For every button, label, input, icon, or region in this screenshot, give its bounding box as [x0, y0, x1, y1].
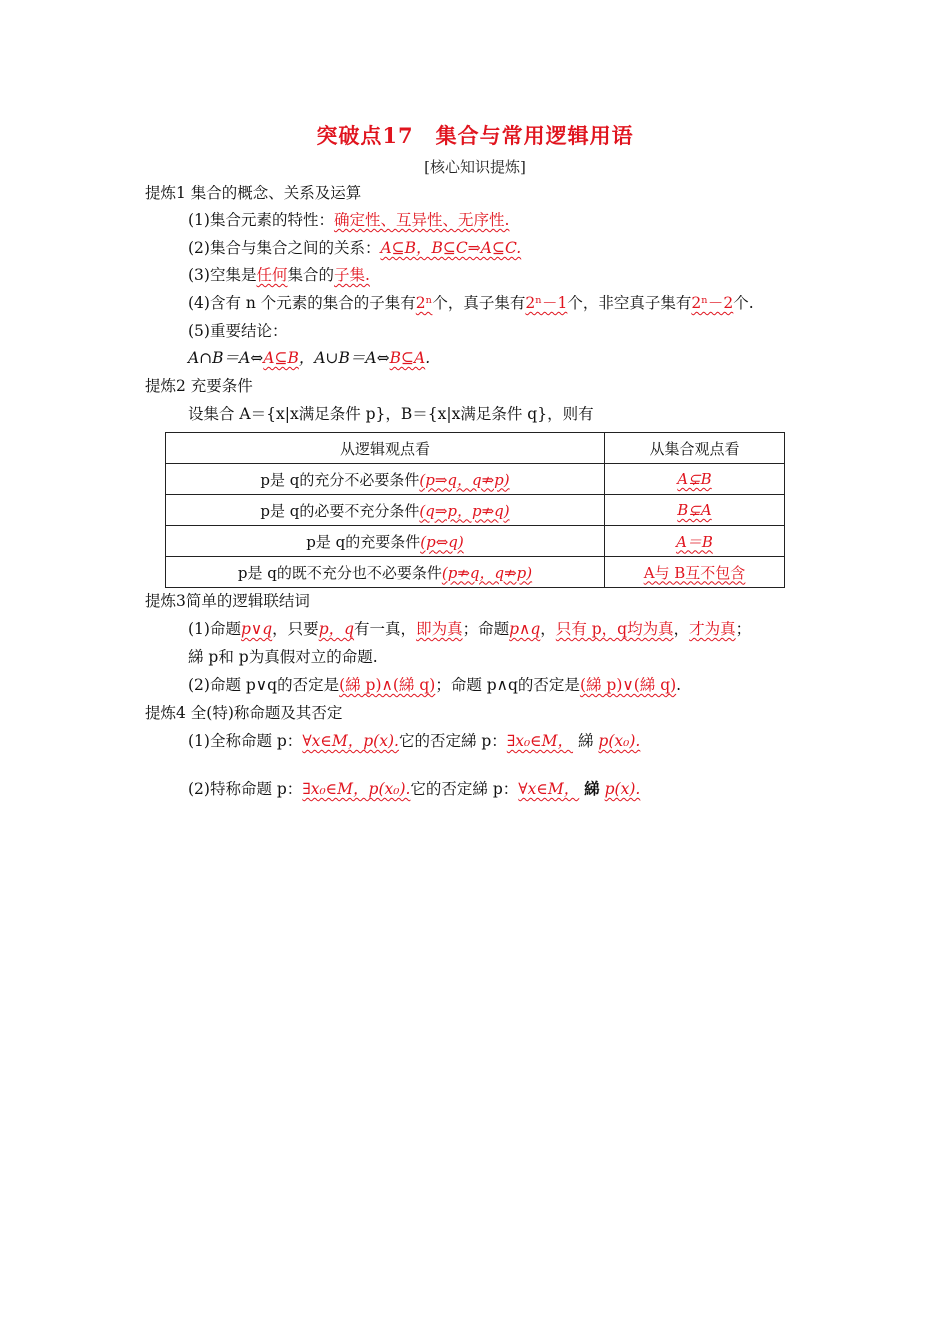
sec3-l1-text-c: 有一真，	[354, 620, 417, 638]
table-cell-set	[605, 526, 785, 557]
sec1-l2-text: (2)集合与集合之间的关系：	[188, 239, 381, 257]
cell-answer: B⊊A	[677, 501, 712, 519]
cell-text: p是 q的必要不充分条件	[260, 501, 420, 520]
sec3-l3-answer2: (綈 p)∨(綈 q)	[579, 676, 677, 694]
table-cell-set	[605, 557, 785, 588]
sec4-line2	[188, 779, 640, 799]
sec3-l1-answer2: p，q	[318, 620, 355, 638]
sec2-intro: 设集合 A＝{x|x满足条件 p}，B＝{x|x满足条件 q}，则有	[188, 405, 594, 423]
sec1-l4-answer2: 2ⁿ－1	[525, 294, 568, 312]
sec3-heading: 提炼3简单的逻辑联结词	[145, 592, 310, 610]
sec3-l1-text-e: ，	[540, 620, 556, 638]
cell-answer: A与 B互不包含	[643, 563, 746, 582]
conditions-table	[165, 432, 785, 588]
sec1-l2-answer: A⊆B，B⊆C⇒A⊆C.	[380, 239, 522, 257]
sec4-l2-text-c: 綈	[584, 779, 600, 798]
sec1-l4-text-d: 个.	[733, 294, 754, 312]
sec1-l1-answer: 确定性、互异性、无序性.	[333, 211, 510, 229]
sec1-l4-text-a: (4)含有 n 个元素的集合的子集有	[188, 294, 416, 312]
sec3-l1-text-b: ，只要	[272, 620, 319, 638]
sec4-l1-answer2: ∃x₀∈M，	[506, 732, 574, 750]
table-row	[166, 526, 785, 557]
table-cell-logic	[166, 464, 605, 495]
sec1-line5: (5)重要结论：	[188, 322, 288, 340]
sec1-l6-text-b: ，A∪B＝A⇔	[298, 349, 390, 367]
sec1-l6-text-c: .	[425, 349, 431, 367]
sec4-l2-text-b: 它的否定綈 p：	[410, 780, 519, 798]
sec1-line1	[188, 210, 509, 230]
sec4-l2-answer3: p(x).	[604, 780, 641, 798]
sec4-l2-answer1: ∃x₀∈M，p(x₀).	[302, 780, 411, 798]
table-row	[166, 464, 785, 495]
cell-text: p是 q的既不充分也不必要条件	[237, 563, 442, 582]
sec4-heading: 提炼4 全(特)称命题及其否定	[145, 704, 343, 722]
sec1-line4	[188, 293, 754, 313]
sec4-l1-text-b: 它的否定綈 p：	[398, 732, 507, 750]
sec4-l1-text-a: (1)全称命题 p：	[188, 732, 303, 750]
table-cell-logic	[166, 495, 605, 526]
sec3-l3-answer1: (綈 p)∧(綈 q)	[339, 676, 436, 694]
sec4-l1-answer3: p(x₀).	[598, 732, 641, 750]
sec3-l1-text-d: ；命题	[462, 620, 510, 638]
sec1-l3-text: (3)空集是	[188, 266, 257, 284]
sec3-l1-answer1: p∨q	[240, 620, 273, 638]
sec1-line6	[188, 348, 430, 368]
table-row	[166, 495, 785, 526]
sec3-l1-answer3: 即为真	[416, 620, 463, 638]
sec1-l6-answer1: A⊆B	[263, 349, 299, 367]
table-header-row	[166, 433, 785, 464]
sec4-l2-text-a: (2)特称命题 p：	[188, 780, 303, 798]
cell-answer: (q⇒p，p⇏q)	[419, 501, 510, 520]
cell-answer: (p⇏q，q⇏p)	[441, 563, 533, 582]
table-cell-logic	[166, 557, 605, 588]
cell-answer: A⊊B	[677, 470, 712, 488]
sec3-line3	[188, 675, 681, 695]
sec1-l6-answer2: B⊆A	[389, 349, 426, 367]
sec1-l1-text: (1)集合元素的特性：	[188, 211, 334, 229]
cell-text: p是 q的充要条件	[306, 532, 421, 551]
title-part1: 突破点17	[316, 123, 414, 148]
sec1-heading: 提炼1 集合的概念、关系及运算	[145, 184, 362, 202]
table-cell-logic	[166, 526, 605, 557]
sec1-l3-answer1: 任何	[256, 266, 288, 284]
table-header-set: 从集合观点看	[605, 433, 785, 464]
sec1-l4-answer1: 2ⁿ	[415, 294, 433, 312]
page-subtitle: [核心知识提炼]	[424, 158, 526, 176]
sec4-l1-answer1: ∀x∈M，p(x).	[302, 732, 399, 750]
cell-text: p是 q的充分不必要条件	[260, 470, 420, 489]
sec3-l3-text-c: .	[676, 676, 682, 694]
sec1-l4-text-c: 个，非空真子集有	[567, 294, 692, 312]
sec1-line3	[188, 265, 370, 285]
sec1-line2	[188, 238, 521, 258]
sec3-l3-text-a: (2)命题 p∨q的否定是	[188, 676, 340, 694]
sec3-l1-answer6: 才为真	[689, 620, 736, 638]
table-cell-set	[605, 495, 785, 526]
sec4-l2-answer2: ∀x∈M，	[518, 780, 580, 798]
table-header-logic: 从逻辑观点看	[166, 433, 605, 464]
sec3-l1-text-f: ，	[673, 620, 690, 638]
sec3-l1-text-a: (1)命题	[188, 620, 241, 638]
sec2-heading: 提炼2 充要条件	[145, 377, 253, 395]
cell-answer: (p⇒q，q⇏p)	[419, 470, 510, 489]
sec1-l4-answer3: 2ⁿ－2	[691, 294, 734, 312]
sec3-l1-answer4: p∧q	[509, 620, 541, 638]
sec1-l4-text-b: 个，真子集有	[432, 294, 526, 312]
sec3-l1-text-g: ；	[735, 620, 752, 638]
sec3-line2: 綈 p和 p为真假对立的命题.	[188, 648, 378, 666]
sec1-l3-answer2: 子集.	[334, 266, 370, 284]
page-title	[0, 120, 950, 150]
table-cell-set	[605, 464, 785, 495]
table-row	[166, 557, 785, 588]
title-part2: 集合与常用逻辑用语	[435, 123, 634, 148]
cell-answer: A＝B	[676, 532, 713, 551]
sec1-l6-text-a: A∩B＝A⇔	[188, 349, 264, 367]
sec3-l3-text-b: ；命题 p∧q的否定是	[435, 676, 580, 694]
sec3-line1	[188, 619, 751, 639]
sec4-l1-text-c: 綈	[577, 732, 594, 750]
sec3-l1-answer5: 只有 p，q均为真	[555, 620, 674, 638]
sec4-line1	[188, 731, 640, 751]
cell-answer: (p⇔q)	[420, 532, 464, 551]
sec1-l3-mid: 集合的	[287, 266, 334, 284]
